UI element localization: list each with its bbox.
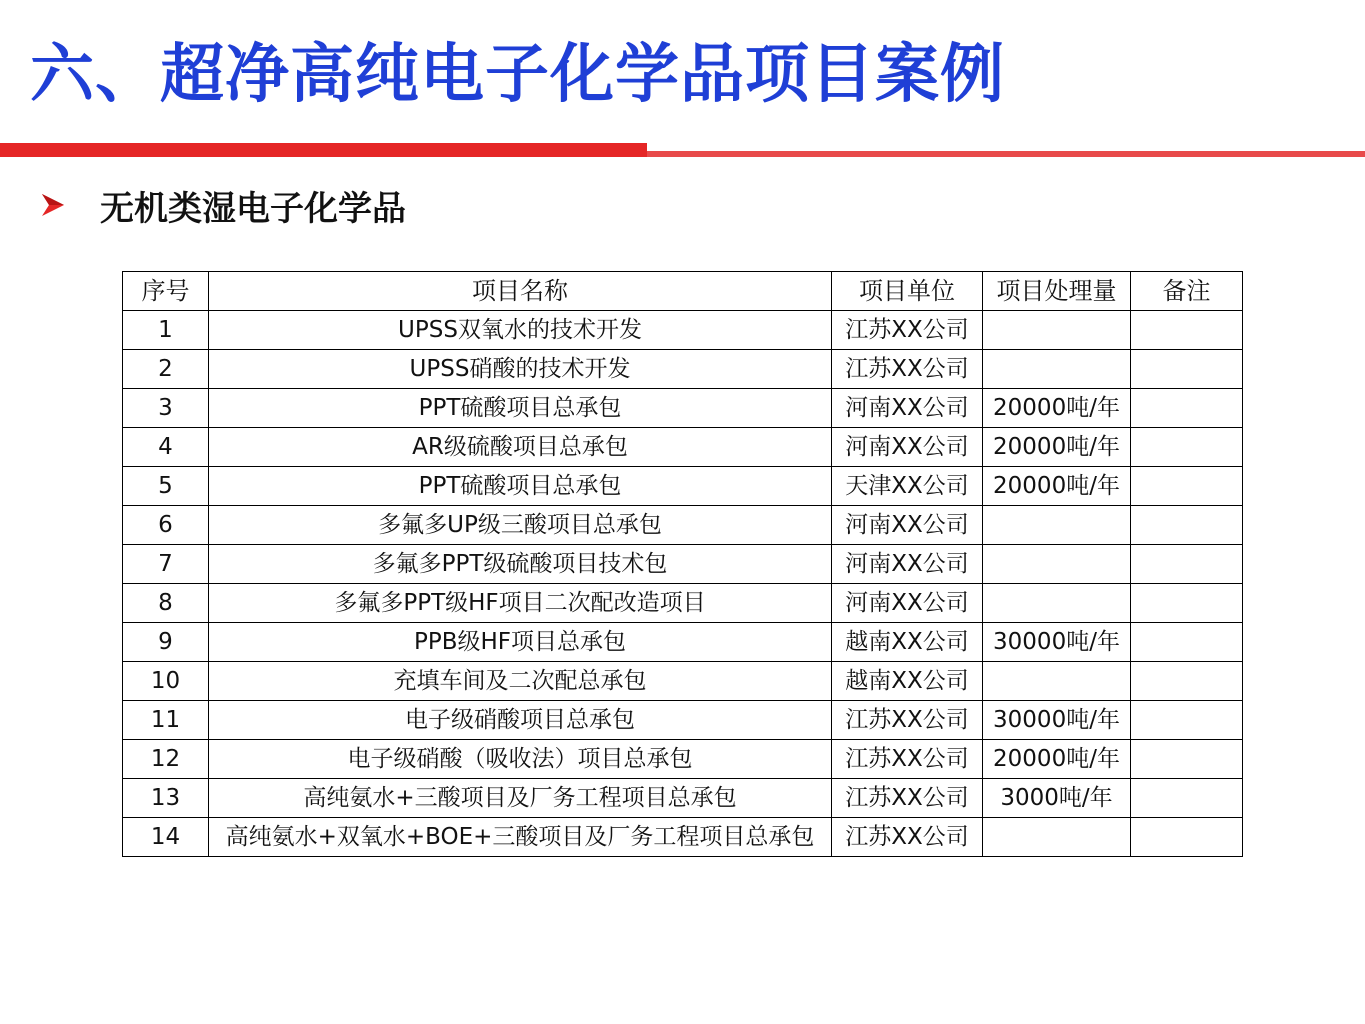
cell-company: 河南XX公司 (832, 389, 983, 428)
arrow-right-icon (40, 192, 66, 218)
cell-capacity: 20000吨/年 (983, 467, 1131, 506)
cell-project-name: 多氟多PPT级HF项目二次配改造项目 (209, 584, 832, 623)
cell-capacity (983, 311, 1131, 350)
cell-index: 8 (123, 584, 209, 623)
cell-index: 9 (123, 623, 209, 662)
cell-index: 12 (123, 740, 209, 779)
cell-project-name: 高纯氨水+双氧水+BOE+三酸项目及厂务工程项目总承包 (209, 818, 832, 857)
cell-remarks (1131, 740, 1243, 779)
cell-remarks (1131, 779, 1243, 818)
cell-remarks (1131, 350, 1243, 389)
projects-table (122, 271, 1243, 857)
cell-capacity (983, 350, 1131, 389)
cell-project-name: UPSS双氧水的技术开发 (209, 311, 832, 350)
table-row (123, 662, 1243, 701)
table-row (123, 389, 1243, 428)
table-row (123, 584, 1243, 623)
header-remarks: 备注 (1131, 272, 1243, 311)
cell-capacity: 30000吨/年 (983, 701, 1131, 740)
cell-company: 越南XX公司 (832, 623, 983, 662)
table-header-row (123, 272, 1243, 311)
page-title: 六、超净高纯电子化学品项目案例 (30, 38, 1005, 112)
cell-remarks (1131, 545, 1243, 584)
cell-capacity: 20000吨/年 (983, 740, 1131, 779)
cell-project-name: 充填车间及二次配总承包 (209, 662, 832, 701)
header-capacity: 项目处理量 (983, 272, 1131, 311)
cell-company: 河南XX公司 (832, 428, 983, 467)
cell-remarks (1131, 428, 1243, 467)
cell-company: 江苏XX公司 (832, 779, 983, 818)
header-project-name: 项目名称 (209, 272, 832, 311)
cell-index: 1 (123, 311, 209, 350)
section-heading (40, 180, 406, 230)
cell-company: 江苏XX公司 (832, 701, 983, 740)
cell-project-name: 高纯氨水+三酸项目及厂务工程项目总承包 (209, 779, 832, 818)
cell-capacity: 20000吨/年 (983, 389, 1131, 428)
cell-company: 江苏XX公司 (832, 311, 983, 350)
cell-remarks (1131, 467, 1243, 506)
cell-project-name: 多氟多PPT级硫酸项目技术包 (209, 545, 832, 584)
table-row (123, 701, 1243, 740)
cell-remarks (1131, 818, 1243, 857)
cell-remarks (1131, 311, 1243, 350)
cell-index: 4 (123, 428, 209, 467)
table-row (123, 506, 1243, 545)
cell-index: 7 (123, 545, 209, 584)
cell-index: 6 (123, 506, 209, 545)
cell-company: 江苏XX公司 (832, 350, 983, 389)
table-row (123, 350, 1243, 389)
cell-company: 越南XX公司 (832, 662, 983, 701)
header-index: 序号 (123, 272, 209, 311)
cell-index: 11 (123, 701, 209, 740)
cell-capacity (983, 545, 1131, 584)
section-heading-text: 无机类湿电子化学品 (100, 188, 406, 229)
cell-capacity: 3000吨/年 (983, 779, 1131, 818)
table-row (123, 311, 1243, 350)
cell-remarks (1131, 623, 1243, 662)
cell-capacity (983, 662, 1131, 701)
cell-remarks (1131, 662, 1243, 701)
table-row (123, 818, 1243, 857)
cell-capacity (983, 584, 1131, 623)
cell-remarks (1131, 506, 1243, 545)
cell-company: 天津XX公司 (832, 467, 983, 506)
table-row (123, 545, 1243, 584)
table-row (123, 779, 1243, 818)
cell-remarks (1131, 701, 1243, 740)
table-row (123, 740, 1243, 779)
cell-index: 3 (123, 389, 209, 428)
cell-index: 2 (123, 350, 209, 389)
title-divider-thick (0, 143, 647, 157)
cell-company: 江苏XX公司 (832, 740, 983, 779)
cell-index: 13 (123, 779, 209, 818)
cell-project-name: PPT硫酸项目总承包 (209, 467, 832, 506)
header-company: 项目单位 (832, 272, 983, 311)
table-row (123, 428, 1243, 467)
cell-remarks (1131, 389, 1243, 428)
cell-project-name: PPB级HF项目总承包 (209, 623, 832, 662)
cell-capacity (983, 818, 1131, 857)
title-divider-thin (647, 151, 1365, 157)
cell-project-name: UPSS硝酸的技术开发 (209, 350, 832, 389)
cell-index: 10 (123, 662, 209, 701)
cell-project-name: 电子级硝酸（吸收法）项目总承包 (209, 740, 832, 779)
table-row (123, 467, 1243, 506)
cell-project-name: AR级硫酸项目总承包 (209, 428, 832, 467)
cell-project-name: 电子级硝酸项目总承包 (209, 701, 832, 740)
cell-company: 河南XX公司 (832, 506, 983, 545)
cell-company: 江苏XX公司 (832, 818, 983, 857)
cell-capacity (983, 506, 1131, 545)
cell-company: 河南XX公司 (832, 584, 983, 623)
cell-index: 14 (123, 818, 209, 857)
cell-company: 河南XX公司 (832, 545, 983, 584)
cell-remarks (1131, 584, 1243, 623)
table-row (123, 623, 1243, 662)
cell-project-name: 多氟多UP级三酸项目总承包 (209, 506, 832, 545)
cell-project-name: PPT硫酸项目总承包 (209, 389, 832, 428)
cell-capacity: 20000吨/年 (983, 428, 1131, 467)
cell-capacity: 30000吨/年 (983, 623, 1131, 662)
cell-index: 5 (123, 467, 209, 506)
